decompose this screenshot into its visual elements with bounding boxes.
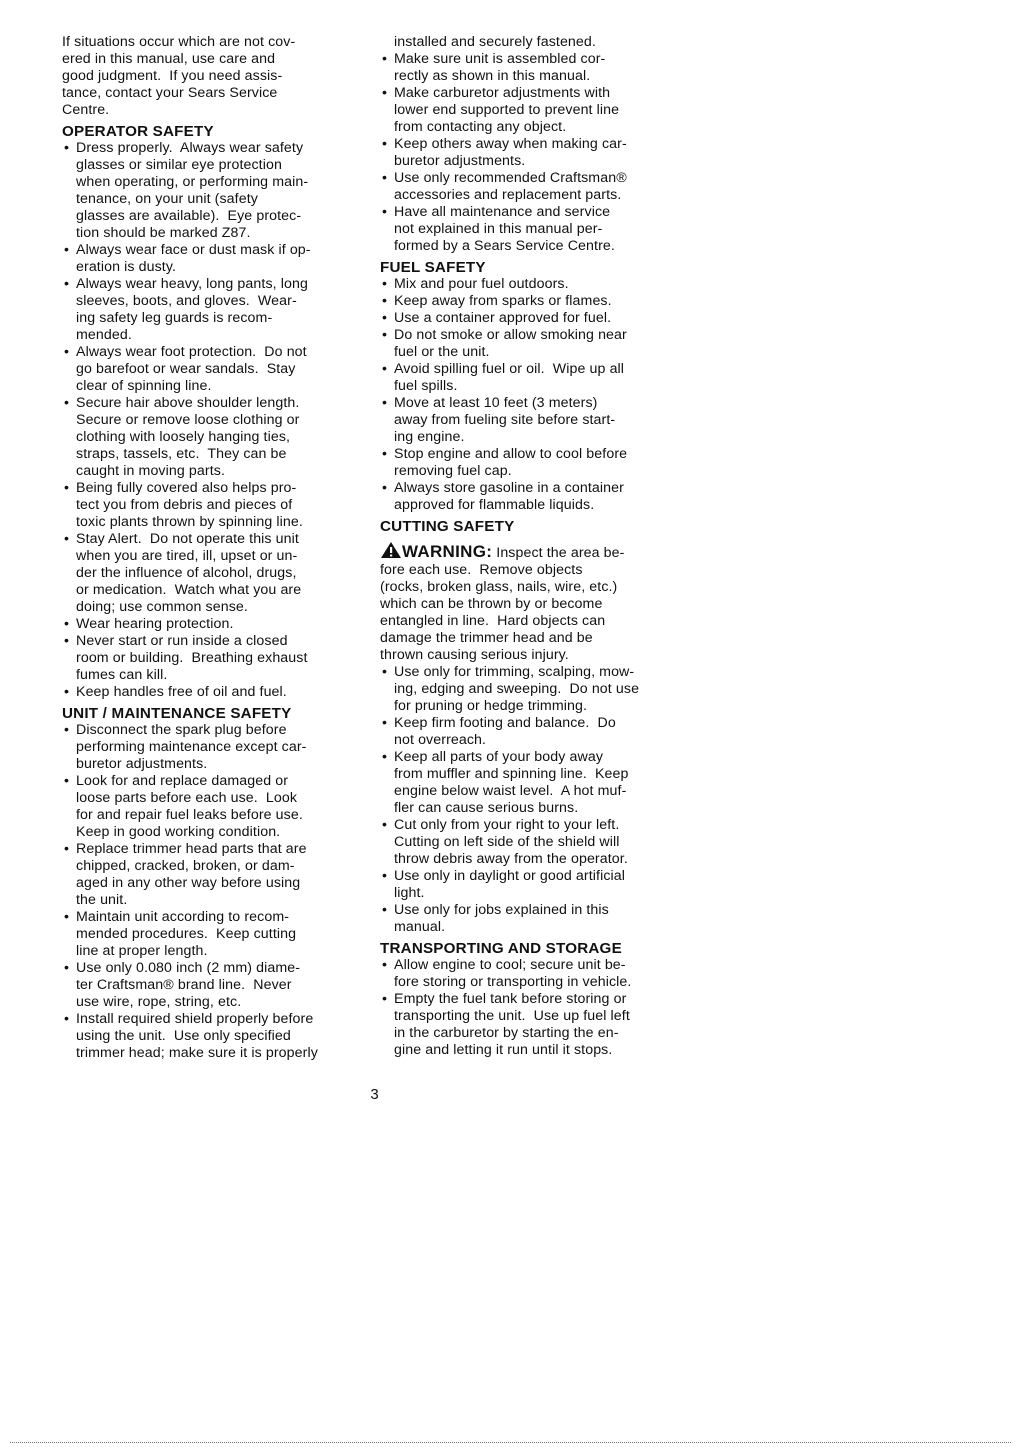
text-line: • Keep handles free of oil and fuel. <box>76 684 287 700</box>
text-line: • Keep away from sparks or flames. <box>394 293 612 309</box>
text-line: for pruning or hedge trimming. <box>394 698 588 714</box>
list-item <box>380 85 680 136</box>
text-line: room or building. Breathing exhaust <box>76 650 308 666</box>
list-item <box>380 395 680 446</box>
page-number: 3 <box>370 1086 379 1103</box>
text-line: • Mix and pour fuel outdoors. <box>394 276 569 292</box>
text-line: • Use only in daylight or good artificial <box>394 868 626 884</box>
text-line: use wire, rope, string, etc. <box>76 994 242 1010</box>
text-line: damage the trimmer head and be <box>380 630 593 646</box>
text-line: • Do not smoke or allow smoking near <box>394 327 627 343</box>
list-item <box>62 395 362 480</box>
text-line: rectly as shown in this manual. <box>394 68 591 84</box>
cutting-safety-heading: CUTTING SAFETY <box>380 518 515 535</box>
text-line: engine below waist level. A hot muf- <box>394 783 627 799</box>
text-line: If situations occur which are not cov- <box>62 34 296 50</box>
bottom-rule <box>10 1442 1011 1443</box>
list-item <box>62 633 362 684</box>
text-line: • Use only for trimming, scalping, mow- <box>394 664 635 680</box>
text-line: straps, tassels, etc. They can be <box>76 446 287 462</box>
text-line: tance, contact your Sears Service <box>62 85 278 101</box>
text-line: • Use only 0.080 inch (2 mm) diame- <box>76 960 301 976</box>
list-item <box>62 841 362 909</box>
list-item <box>380 991 680 1059</box>
text-line: der the influence of alcohol, drugs, <box>76 565 297 581</box>
text-line: performing maintenance except car- <box>76 739 307 755</box>
text-line: • Make carburetor adjustments with <box>394 85 611 101</box>
text-line: • Always store gasoline in a container <box>394 480 624 496</box>
list-item <box>62 722 362 773</box>
left-column <box>62 34 362 1062</box>
text-line: not explained in this manual per- <box>394 221 603 237</box>
list-item-continuation <box>380 34 680 51</box>
list-item <box>62 616 362 633</box>
text-line: • Keep all parts of your body away <box>394 749 604 765</box>
text-line: caught in moving parts. <box>76 463 225 479</box>
text-line: fore storing or transporting in vehicle. <box>394 974 632 990</box>
text-line: • Move at least 10 feet (3 meters) <box>394 395 598 411</box>
list-item <box>62 242 362 276</box>
text-line: • Maintain unit according to recom- <box>76 909 290 925</box>
list-item <box>62 909 362 960</box>
text-line: • Keep firm footing and balance. Do <box>394 715 616 731</box>
unit-safety-continuation <box>380 34 680 51</box>
text-line: • Always wear face or dust mask if op- <box>76 242 311 258</box>
text-line: formed by a Sears Service Centre. <box>394 238 615 254</box>
text-line: • Allow engine to cool; secure unit be- <box>394 957 626 973</box>
text-line: • Stay Alert. Do not operate this unit <box>76 531 299 547</box>
list-item <box>380 51 680 85</box>
text-line: sleeves, boots, and gloves. Wear- <box>76 293 297 309</box>
list-item <box>380 327 680 361</box>
text-line: Secure or remove loose clothing or <box>76 412 300 428</box>
text-line: using the unit. Use only specified <box>76 1028 291 1044</box>
text-line: • Look for and replace damaged or <box>76 773 289 789</box>
list-item <box>380 749 680 817</box>
list-item <box>380 136 680 170</box>
intro-paragraph <box>62 34 362 119</box>
text-line: • Secure hair above shoulder length. <box>76 395 300 411</box>
text-line: when operating, or performing main- <box>76 174 309 190</box>
text-line: or medication. Watch what you are <box>76 582 302 598</box>
text-line: Cutting on left side of the shield will <box>394 834 620 850</box>
text-line: ter Craftsman® brand line. Never <box>76 977 292 993</box>
text-line: thrown causing serious injury. <box>380 647 569 663</box>
text-line: fuel spills. <box>394 378 458 394</box>
warning-label: WARNING: <box>402 542 493 561</box>
text-line: from contacting any object. <box>394 119 567 135</box>
right-column <box>380 34 680 1059</box>
text-line: • Being fully covered also helps pro- <box>76 480 297 496</box>
text-line: for and repair fuel leaks before use. <box>76 807 303 823</box>
text-line: chipped, cracked, broken, or dam- <box>76 858 295 874</box>
text-line: • Empty the fuel tank before storing or <box>394 991 627 1007</box>
text-line: (rocks, broken glass, nails, wire, etc.) <box>380 579 618 595</box>
text-line: accessories and replacement parts. <box>394 187 622 203</box>
text-line: from muffler and spinning line. Keep <box>394 766 629 782</box>
text-line: Keep in good working condition. <box>76 824 281 840</box>
text-line: the unit. <box>76 892 128 908</box>
list-item <box>380 170 680 204</box>
list-item <box>62 480 362 531</box>
list-item <box>380 868 680 902</box>
text-line: • Make sure unit is assembled cor- <box>394 51 606 67</box>
text-line: clear of spinning line. <box>76 378 212 394</box>
text-line: go barefoot or wear sandals. Stay <box>76 361 296 377</box>
text-line: buretor adjustments. <box>394 153 526 169</box>
operator-safety-heading: OPERATOR SAFETY <box>62 123 214 140</box>
text-line: away from fueling site before start- <box>394 412 616 428</box>
warning-triangle-icon <box>380 541 402 559</box>
warning-first-text: Inspect the area be- <box>492 545 625 561</box>
text-line: • Use a container approved for fuel. <box>394 310 612 326</box>
text-line: entangled in line. Hard objects can <box>380 613 606 629</box>
list-item <box>62 531 362 616</box>
list-item <box>380 817 680 868</box>
list-item <box>380 310 680 327</box>
text-line: light. <box>394 885 425 901</box>
text-line: mended. <box>76 327 132 343</box>
operator-safety-list <box>62 140 362 701</box>
text-line: trimmer head; make sure it is properly <box>76 1045 318 1061</box>
text-line: fler can cause serious burns. <box>394 800 579 816</box>
fuel-safety-heading: FUEL SAFETY <box>380 259 486 276</box>
unit-safety-list-continued <box>380 51 680 255</box>
text-line: buretor adjustments. <box>76 756 208 772</box>
text-line: glasses or similar eye protection <box>76 157 282 173</box>
text-line: approved for flammable liquids. <box>394 497 595 513</box>
list-item <box>380 957 680 991</box>
text-line: • Always wear heavy, long pants, long <box>76 276 308 292</box>
list-item <box>62 1011 362 1062</box>
text-line: throw debris away from the operator. <box>394 851 628 867</box>
text-line: • Never start or run inside a closed <box>76 633 288 649</box>
list-item <box>380 204 680 255</box>
text-line: • Cut only from your right to your left. <box>394 817 620 833</box>
list-item <box>62 773 362 841</box>
text-line: glasses are available). Eye protec- <box>76 208 302 224</box>
text-line: good judgment. If you need assis- <box>62 68 283 84</box>
text-line: • Have all maintenance and service <box>394 204 611 220</box>
text-line: toxic plants thrown by spinning line. <box>76 514 303 530</box>
list-item <box>380 902 680 936</box>
warning-block <box>380 541 680 664</box>
text-line: line at proper length. <box>76 943 208 959</box>
cutting-safety-list <box>380 664 680 936</box>
list-item <box>380 664 680 715</box>
list-item <box>62 140 362 242</box>
text-line: • Dress properly. Always wear safety <box>76 140 304 156</box>
text-line: removing fuel cap. <box>394 463 512 479</box>
text-line: tect you from debris and pieces of <box>76 497 293 513</box>
list-item <box>380 293 680 310</box>
text-line: eration is dusty. <box>76 259 177 275</box>
list-item <box>62 344 362 395</box>
text-line: fuel or the unit. <box>394 344 490 360</box>
list-item <box>380 361 680 395</box>
text-line: loose parts before each use. Look <box>76 790 298 806</box>
text-line: • Use only for jobs explained in this <box>394 902 609 918</box>
text-line: gine and letting it run until it stops. <box>394 1042 613 1058</box>
text-line: tenance, on your unit (safety <box>76 191 258 207</box>
text-line: fumes can kill. <box>76 667 168 683</box>
text-line: mended procedures. Keep cutting <box>76 926 297 942</box>
text-line: • Wear hearing protection. <box>76 616 234 632</box>
text-line: • Avoid spilling fuel or oil. Wipe up all <box>394 361 625 377</box>
text-line: lower end supported to prevent line <box>394 102 620 118</box>
transport-storage-list <box>380 957 680 1059</box>
list-item <box>380 715 680 749</box>
text-line: not overreach. <box>394 732 487 748</box>
text-line: ing engine. <box>394 429 465 445</box>
list-item <box>380 446 680 480</box>
text-line: fore each use. Remove objects <box>380 562 583 578</box>
text-line: in the carburetor by starting the en- <box>394 1025 619 1041</box>
warning-first-line <box>380 541 680 562</box>
list-item <box>62 276 362 344</box>
text-line: • Always wear foot protection. Do not <box>76 344 307 360</box>
text-line: • Use only recommended Craftsman® <box>394 170 627 186</box>
text-line: • Install required shield properly before <box>76 1011 314 1027</box>
text-line: installed and securely fastened. <box>394 34 596 50</box>
text-line: ing, edging and sweeping. Do not use <box>394 681 640 697</box>
list-item <box>62 960 362 1011</box>
text-line: ing safety leg guards is recom- <box>76 310 273 326</box>
unit-safety-list <box>62 722 362 1062</box>
text-line: which can be thrown by or become <box>380 596 603 612</box>
text-line: tion should be marked Z87. <box>76 225 251 241</box>
text-line: • Stop engine and allow to cool before <box>394 446 628 462</box>
text-line: when you are tired, ill, upset or un- <box>76 548 298 564</box>
text-line: clothing with loosely hanging ties, <box>76 429 291 445</box>
list-item <box>62 684 362 701</box>
text-line: • Keep others away when making car- <box>394 136 627 152</box>
text-line: manual. <box>394 919 446 935</box>
text-line: transporting the unit. Use up fuel left <box>394 1008 630 1024</box>
text-line: doing; use common sense. <box>76 599 248 615</box>
text-line: • Replace trimmer head parts that are <box>76 841 307 857</box>
text-line: • Disconnect the spark plug before <box>76 722 287 738</box>
text-line: aged in any other way before using <box>76 875 301 891</box>
transport-storage-heading: TRANSPORTING AND STORAGE <box>380 940 622 957</box>
text-line: ered in this manual, use care and <box>62 51 276 67</box>
text-line: Centre. <box>62 102 110 118</box>
list-item <box>380 276 680 293</box>
list-item <box>380 480 680 514</box>
fuel-safety-list <box>380 276 680 514</box>
warning-text <box>380 562 680 664</box>
unit-safety-heading: UNIT / MAINTENANCE SAFETY <box>62 705 292 722</box>
